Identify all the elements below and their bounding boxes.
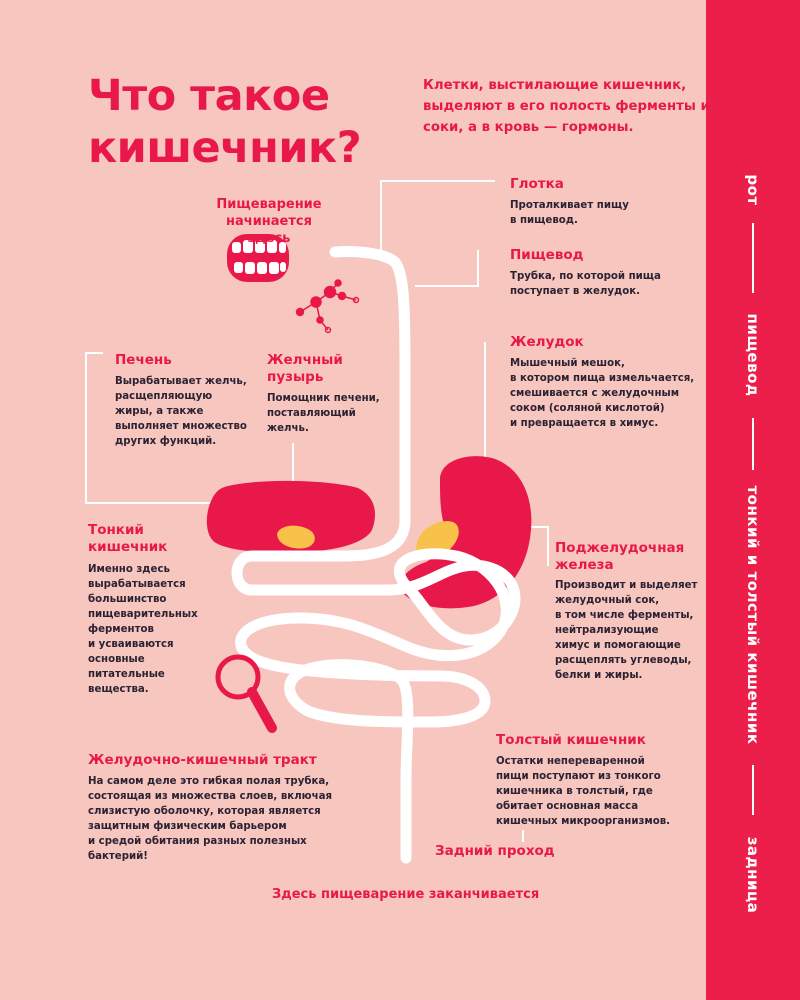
sidebar-label-mouth: рот [744, 174, 762, 206]
anus-title: Задний проход [435, 843, 555, 859]
page-title [88, 70, 361, 174]
text-line: белки и жиры. [555, 670, 643, 681]
text-line: Проталкивает пищу [510, 200, 629, 211]
title-line: пузырь [267, 369, 324, 385]
text-line: пищеварительных [88, 609, 198, 620]
text-line: в пищевод. [510, 215, 578, 226]
start-label-line: Пищеварение [216, 197, 322, 212]
text-line: Мышечный мешок, [510, 358, 625, 369]
esophagus-title: Пищевод [510, 247, 584, 263]
large-intestine-title: Толстый кишечник [496, 732, 646, 748]
text-line: Производит и выделяет [555, 580, 698, 591]
small-intestine-title [88, 522, 167, 556]
large-intestine-text [496, 754, 670, 829]
sidebar-divider [752, 765, 754, 815]
text-line: вещества. [88, 684, 149, 695]
text-line: вырабатывается [88, 579, 186, 590]
intro-text: Клетки, выстилающие кишечник, выделяют в его полость ферменты и соки, а в кровь — гормоны. [423, 78, 710, 135]
text-line: питательные [88, 669, 165, 680]
text-line: соком (соляной кислотой) [510, 403, 665, 414]
text-line: обитает основная масса [496, 801, 639, 812]
text-line: состоящая из множества слоев, включая [88, 791, 332, 802]
text-line: Трубка, по которой пища [510, 271, 661, 282]
text-line: расщеплять углеводы, [555, 655, 692, 666]
throat-title: Глотка [510, 176, 564, 192]
sidebar-label-bottom: задница [744, 836, 762, 914]
stomach-text [510, 356, 694, 431]
text-line: нейтрализующие [555, 625, 659, 636]
text-line: Остатки непереваренной [496, 756, 645, 767]
gallbladder-text [267, 391, 380, 436]
sidebar-label-esophagus: пищевод [744, 313, 762, 397]
liver-title: Печень [115, 352, 172, 368]
text-line: Вырабатывает желчь, [115, 376, 247, 387]
text-line: поставляющий [267, 408, 356, 419]
start-label [204, 196, 334, 247]
gi-tract-text [88, 774, 332, 864]
stomach-title: Желудок [510, 334, 584, 350]
molecule-icon [297, 280, 359, 333]
page-title-line: кишечник? [88, 123, 362, 173]
title-line: Поджелудочная [555, 540, 685, 556]
text-line: кишечника в толстый, где [496, 786, 653, 797]
small-intestine-text [88, 562, 198, 697]
text-line: и превращается в химус. [510, 418, 659, 429]
sidebar-label-intestines: тонкий и толстый кишечник [744, 485, 762, 745]
text-line: и усваиваются [88, 639, 174, 650]
text-line: Именно здесь [88, 564, 170, 575]
gallbladder-title [267, 352, 343, 386]
title-line: железа [555, 557, 614, 573]
pancreas-text [555, 578, 697, 683]
sidebar-divider [752, 418, 754, 470]
title-line: кишечник [88, 539, 168, 555]
text-line: химус и помогающие [555, 640, 681, 651]
gi-tract-title: Желудочно-кишечный тракт [88, 752, 317, 768]
text-line: Помощник печени, [267, 393, 380, 404]
text-line: жиры, а также [115, 406, 204, 417]
title-line: Тонкий [88, 522, 144, 538]
liver-text [115, 374, 247, 449]
text-line: выполняет множество [115, 421, 247, 432]
text-line: бактерий! [88, 851, 148, 862]
text-line: большинство [88, 594, 167, 605]
sidebar-divider [752, 223, 754, 293]
text-line: желудочный сок, [555, 595, 660, 606]
text-line: смешивается с желудочным [510, 388, 680, 399]
text-line: слизистую оболочку, которая является [88, 806, 321, 817]
text-line: поступает в желудок. [510, 286, 641, 297]
text-line: кишечных микроорганизмов. [496, 816, 671, 827]
text-line: ферментов [88, 624, 154, 635]
pancreas-title [555, 540, 684, 574]
text-line: пищи поступают из тонкого [496, 771, 661, 782]
start-label-line: начинается здесь [226, 214, 312, 246]
text-line: в котором пища измельчается, [510, 373, 695, 384]
text-line: желчь. [267, 423, 309, 434]
text-line: основные [88, 654, 145, 665]
page-title-line: Что такое [88, 71, 330, 121]
end-label: Здесь пищеварение заканчивается [272, 887, 540, 902]
text-line: расщепляющую [115, 391, 213, 402]
text-line: и средой обитания разных полезных [88, 836, 307, 847]
text-line: На самом деле это гибкая полая трубка, [88, 776, 330, 787]
esophagus-text [510, 269, 661, 299]
throat-text [510, 198, 629, 228]
text-line: других функций. [115, 436, 217, 447]
text-line: защитным физическим барьером [88, 821, 287, 832]
text-line: в том числе ферменты, [555, 610, 694, 621]
title-line: Желчный [267, 352, 343, 368]
